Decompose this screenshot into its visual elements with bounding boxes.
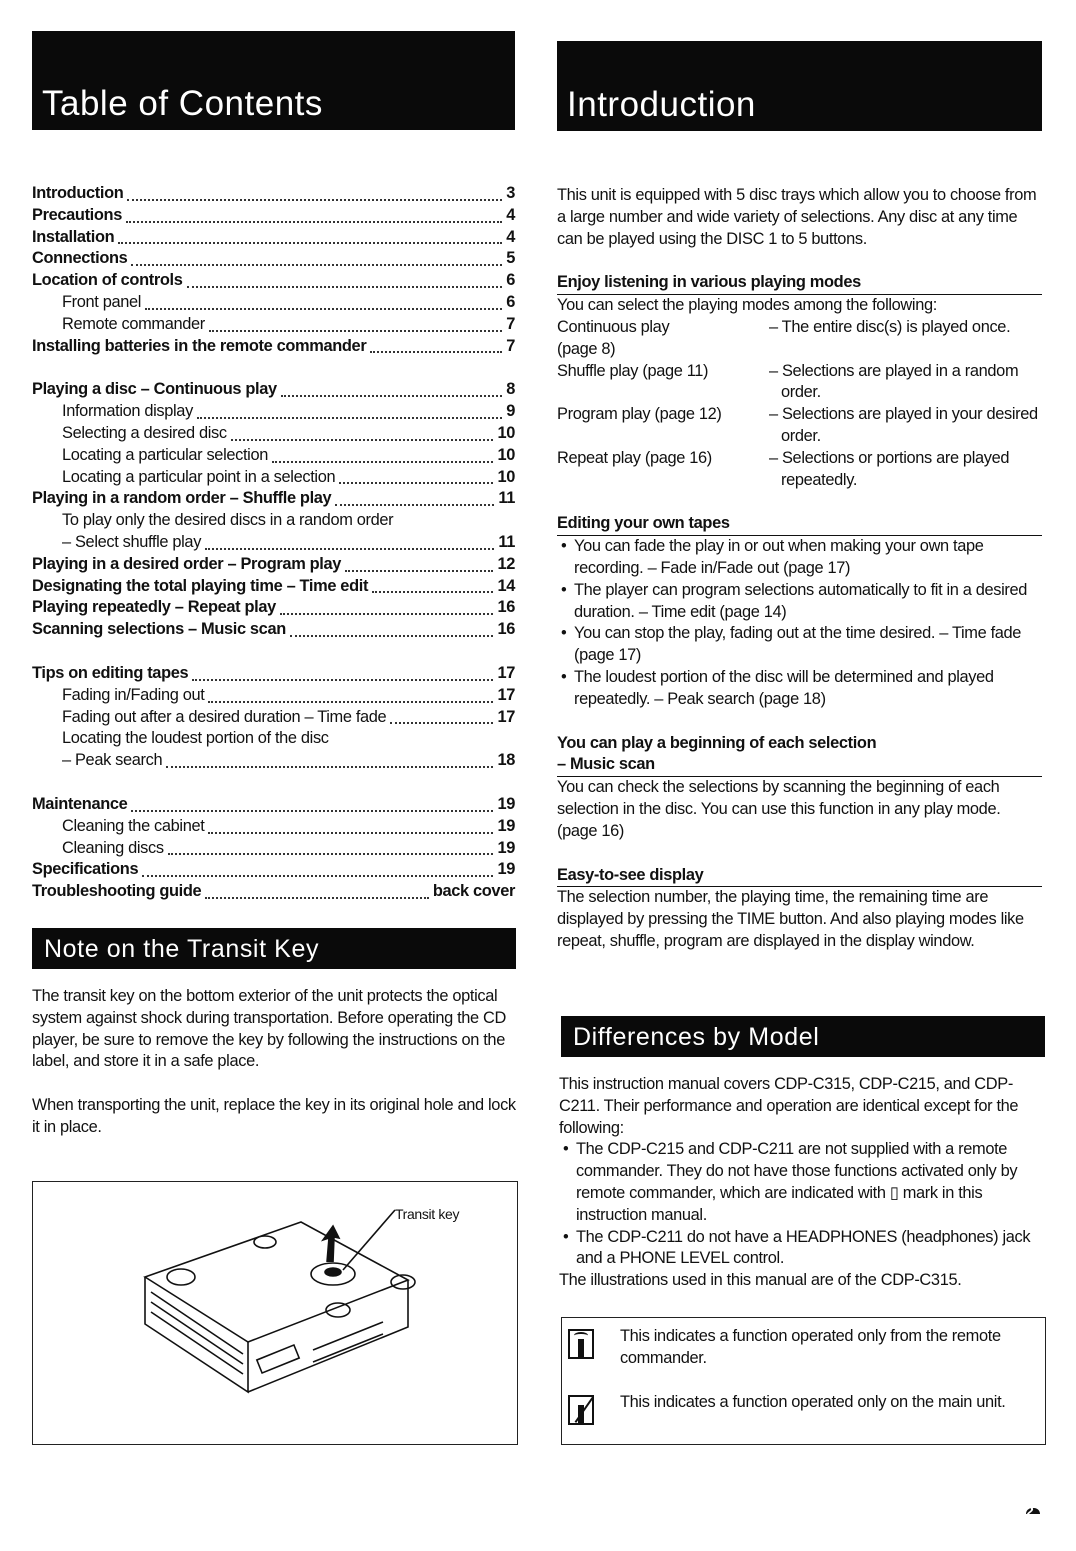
toc-entry-page: 8 (506, 380, 515, 399)
editing-list (557, 536, 1042, 710)
intro-paragraph: This unit is equipped with 5 disc trays which allow you to choose from a large number and wide variety of selections. Any disc at any time can be played using the DISC 1 to 5 buttons. (557, 186, 1037, 248)
toc-entry-label: Introduction (32, 184, 124, 202)
mode-desc: – Selections or portions are played repeatedly. (769, 448, 1010, 489)
toc-leader-dots (208, 700, 493, 703)
toc-leader-dots (339, 481, 493, 484)
toc-entry[interactable] (32, 467, 515, 489)
toc-entry-label: Designating the total playing time – Time edit (32, 576, 369, 595)
toc-entry[interactable] (32, 532, 515, 554)
toc-entry-page: 6 (506, 271, 515, 290)
differences-title: Differences by Model (573, 1023, 820, 1051)
toc-spacer (32, 772, 515, 794)
toc-entry-page: 19 (497, 838, 515, 857)
transit-title: Note on the Transit Key (44, 935, 320, 963)
toc-entry[interactable] (32, 205, 515, 227)
toc-leader-dots (118, 241, 502, 244)
toc-entry-page: 6 (506, 292, 515, 311)
enjoy-lead: You can select the playing modes among the following: (557, 296, 937, 315)
differences-list (559, 1139, 1043, 1270)
transit-header (32, 928, 516, 969)
remote-only-text: This indicates a function operated only from the remote commander. (620, 1327, 1001, 1367)
toc-entry[interactable] (32, 336, 515, 358)
toc-leader-dots (127, 198, 502, 201)
toc-leader-dots (290, 634, 494, 637)
toc-entry[interactable] (32, 881, 515, 903)
toc-entry-label: To play only the desired discs in a random order (62, 511, 394, 530)
toc-entry-label: Connections (32, 249, 128, 268)
display-heading: Easy-to-see display (557, 865, 1042, 888)
intro-title: Introduction (567, 85, 756, 124)
list-item: • The CDP-C215 and CDP-C211 are not supplied with a remote commander. They do not have those functions activated only by remote commander, which are indicated with ▯ mark in this instruction manual. (559, 1139, 1043, 1226)
toc-entry-page: 17 (497, 685, 515, 704)
enjoy-heading: Enjoy listening in various playing modes (557, 272, 1042, 295)
toc-entry-page: 16 (497, 620, 515, 639)
toc-entry-label: Scanning selections – Music scan (32, 620, 286, 639)
toc-entry[interactable] (32, 750, 515, 772)
toc-entry-label: Playing in a random order – Shuffle play (32, 489, 332, 508)
list-item: • The player can program selections automatically to fit in a desired duration. – Time edit (page 14) (557, 580, 1042, 624)
toc-leader-dots (209, 329, 502, 332)
toc-leader-dots (126, 220, 502, 223)
toc-entry[interactable] (32, 488, 515, 510)
table-of-contents (32, 183, 515, 903)
toc-entry-label: Locating the loudest portion of the disc (62, 729, 329, 748)
mode-name: Repeat play (page 16) (557, 448, 712, 467)
toc-entry-label: Location of controls (32, 271, 183, 290)
toc-entry[interactable] (32, 838, 515, 860)
mode-name: Program play (page 12) (557, 405, 722, 424)
toc-leader-dots (345, 569, 493, 572)
toc-entry-page: 9 (506, 402, 515, 421)
icon-legend-box (561, 1317, 1046, 1445)
transit-key-label: Transit key (395, 1206, 460, 1222)
toc-entry-label: Playing a disc – Continuous play (32, 380, 277, 399)
toc-entry-label: Locating a particular point in a selection (62, 467, 336, 486)
toc-leader-dots (208, 831, 493, 834)
toc-entry-page: 19 (497, 794, 515, 813)
transit-paragraph-2: When transporting the unit, replace the key in its original hole and lock it in place. (32, 1096, 516, 1136)
toc-entry-page: 4 (506, 227, 515, 246)
toc-leader-dots (335, 503, 494, 506)
list-item: • You can fade the play in or out when making your own tape recording. – Fade in/Fade out (page 17) (557, 536, 1042, 580)
toc-entry[interactable] (32, 445, 515, 467)
toc-entry-page: 19 (497, 816, 515, 835)
toc-entry-label: Troubleshooting guide (32, 882, 202, 901)
toc-entry-label: Selecting a desired disc (62, 423, 227, 442)
toc-entry[interactable] (32, 859, 515, 881)
toc-leader-dots (372, 590, 493, 593)
toc-entry[interactable] (32, 292, 515, 314)
toc-entry[interactable] (32, 728, 515, 750)
toc-leader-dots (370, 350, 502, 353)
toc-entry-page: 11 (498, 489, 515, 508)
remote-only-icon (568, 1329, 594, 1359)
toc-entry-page: 14 (497, 576, 515, 595)
toc-entry-label: Maintenance (32, 794, 128, 813)
toc-entry-label: – Select shuffle play (62, 532, 202, 551)
toc-entry[interactable] (32, 576, 515, 598)
toc-entry-label: Specifications (32, 860, 139, 879)
toc-entry-page: 12 (497, 554, 515, 573)
list-item: • The loudest portion of the disc will be determined and played repeatedly. – Peak search (page 18) (557, 667, 1042, 711)
toc-entry-page: 18 (497, 751, 515, 770)
toc-entry[interactable] (32, 314, 515, 336)
transit-paragraph-1: The transit key on the bottom exterior of the unit protects the optical system against shock during transportation. Before operating the CD player, be sure to remove the key by following the instructions on the label, and store it in a safe place. (32, 987, 507, 1071)
toc-entry-label: Playing repeatedly – Repeat play (32, 598, 276, 617)
toc-leader-dots (390, 721, 493, 724)
toc-entry-page: 11 (498, 532, 515, 551)
intro-header (557, 41, 1042, 131)
toc-entry-page: back cover (432, 882, 515, 901)
list-item: • The CDP-C211 do not have a HEADPHONES (headphones) jack and a PHONE LEVEL control. (559, 1227, 1043, 1271)
mode-name: Continuous play (page 8) (557, 317, 670, 358)
main-unit-only-text: This indicates a function operated only on the main unit. (620, 1393, 1006, 1411)
differences-note: The illustrations used in this manual are of the CDP-C315. (559, 1271, 962, 1290)
display-text: The selection number, the playing time, the remaining time are displayed by pressing the TIME button. And also playing modes like repeat, shuffle, program are displayed in the display window. (557, 888, 1024, 950)
playing-modes-list (557, 317, 1042, 491)
list-item: • You can stop the play, fading out at the time desired. – Time fade (page 17) (557, 623, 1042, 667)
toc-entry[interactable] (32, 227, 515, 249)
toc-leader-dots (280, 612, 494, 615)
toc-entry-page: 4 (506, 205, 515, 224)
toc-entry-page: 10 (497, 423, 515, 442)
transit-key-figure (32, 1181, 518, 1445)
toc-leader-dots (197, 416, 502, 419)
toc-leader-dots (187, 285, 503, 288)
toc-entry[interactable] (32, 423, 515, 445)
toc-entry[interactable] (32, 270, 515, 292)
toc-entry[interactable] (32, 401, 515, 423)
toc-title: Table of Contents (42, 84, 323, 123)
toc-entry[interactable] (32, 248, 515, 270)
toc-entry-page: 17 (497, 707, 515, 726)
toc-entry-label: Cleaning discs (62, 838, 164, 857)
editing-heading: Editing your own tapes (557, 513, 1042, 536)
music-scan-subheading: – Music scan (557, 754, 1042, 777)
toc-entry[interactable] (32, 619, 515, 641)
mode-name: Shuffle play (page 11) (557, 361, 709, 380)
toc-entry[interactable] (32, 685, 515, 707)
toc-entry-label: Tips on editing tapes (32, 663, 189, 682)
toc-spacer (32, 357, 515, 379)
toc-entry-page: 16 (497, 598, 515, 617)
toc-leader-dots (205, 547, 494, 550)
cd-player-illustration (33, 1182, 517, 1444)
toc-entry[interactable] (32, 707, 515, 729)
toc-entry[interactable] (32, 379, 515, 401)
toc-entry-label: Cleaning the cabinet (62, 816, 205, 835)
mode-desc: – Selections are played in your desired order. (769, 405, 1038, 445)
toc-entry-page: 7 (506, 314, 515, 333)
toc-leader-dots (281, 394, 502, 397)
mode-desc: – Selections are played in a random order. (769, 361, 1019, 402)
toc-leader-dots (131, 809, 493, 812)
toc-entry[interactable] (32, 183, 515, 205)
toc-entry-label: – Peak search (62, 751, 163, 770)
music-scan-text: You can check the selections by scanning the beginning of each selection in the disc. You can use this function in any play mode. (page 16) (557, 778, 1001, 840)
toc-entry-label: Information display (62, 402, 193, 421)
toc-entry[interactable] (32, 510, 515, 532)
toc-leader-dots (272, 460, 493, 463)
toc-spacer (32, 641, 515, 663)
toc-entry-label: Fading out after a desired duration – Time fade (62, 707, 387, 726)
toc-entry-page: 3 (506, 184, 515, 202)
page-number: 2 (1026, 1508, 1040, 1514)
toc-leader-dots (166, 765, 493, 768)
toc-entry[interactable] (32, 663, 515, 685)
toc-entry-label: Remote commander (62, 314, 205, 333)
toc-entry-label: Locating a particular selection (62, 445, 268, 464)
toc-entry-page: 10 (497, 467, 515, 486)
music-scan-heading: You can play a beginning of each selection (557, 733, 877, 752)
toc-entry-label: Precautions (32, 205, 122, 224)
toc-entry-label: Playing in a desired order – Program play (32, 554, 342, 573)
toc-entry-page: 7 (506, 336, 515, 355)
toc-entry-page: 19 (497, 860, 515, 879)
toc-entry-label: Installation (32, 227, 115, 246)
toc-entry-label: Installing batteries in the remote commander (32, 336, 367, 355)
main-unit-only-icon (568, 1395, 594, 1425)
toc-entry-page: 5 (506, 249, 515, 268)
toc-leader-dots (168, 852, 494, 855)
toc-leader-dots (142, 874, 493, 877)
toc-leader-dots (192, 678, 493, 681)
differences-header (561, 1016, 1045, 1057)
toc-leader-dots (145, 307, 502, 310)
toc-entry-page: 17 (497, 663, 515, 682)
toc-entry-label: Fading in/Fading out (62, 685, 205, 704)
mode-desc: – The entire disc(s) is played once. (769, 317, 1011, 336)
toc-leader-dots (205, 896, 429, 899)
differences-paragraph: This instruction manual covers CDP-C315, CDP-C215, and CDP-C211. Their performance and operation are identical except for the following: (559, 1075, 1019, 1137)
toc-entry[interactable] (32, 554, 515, 576)
toc-leader-dots (131, 263, 502, 266)
toc-entry[interactable] (32, 794, 515, 816)
toc-entry[interactable] (32, 597, 515, 619)
toc-header (32, 31, 515, 130)
toc-leader-dots (231, 438, 494, 441)
toc-entry[interactable] (32, 816, 515, 838)
toc-entry-label: Front panel (62, 292, 142, 311)
toc-entry-page: 10 (497, 445, 515, 464)
